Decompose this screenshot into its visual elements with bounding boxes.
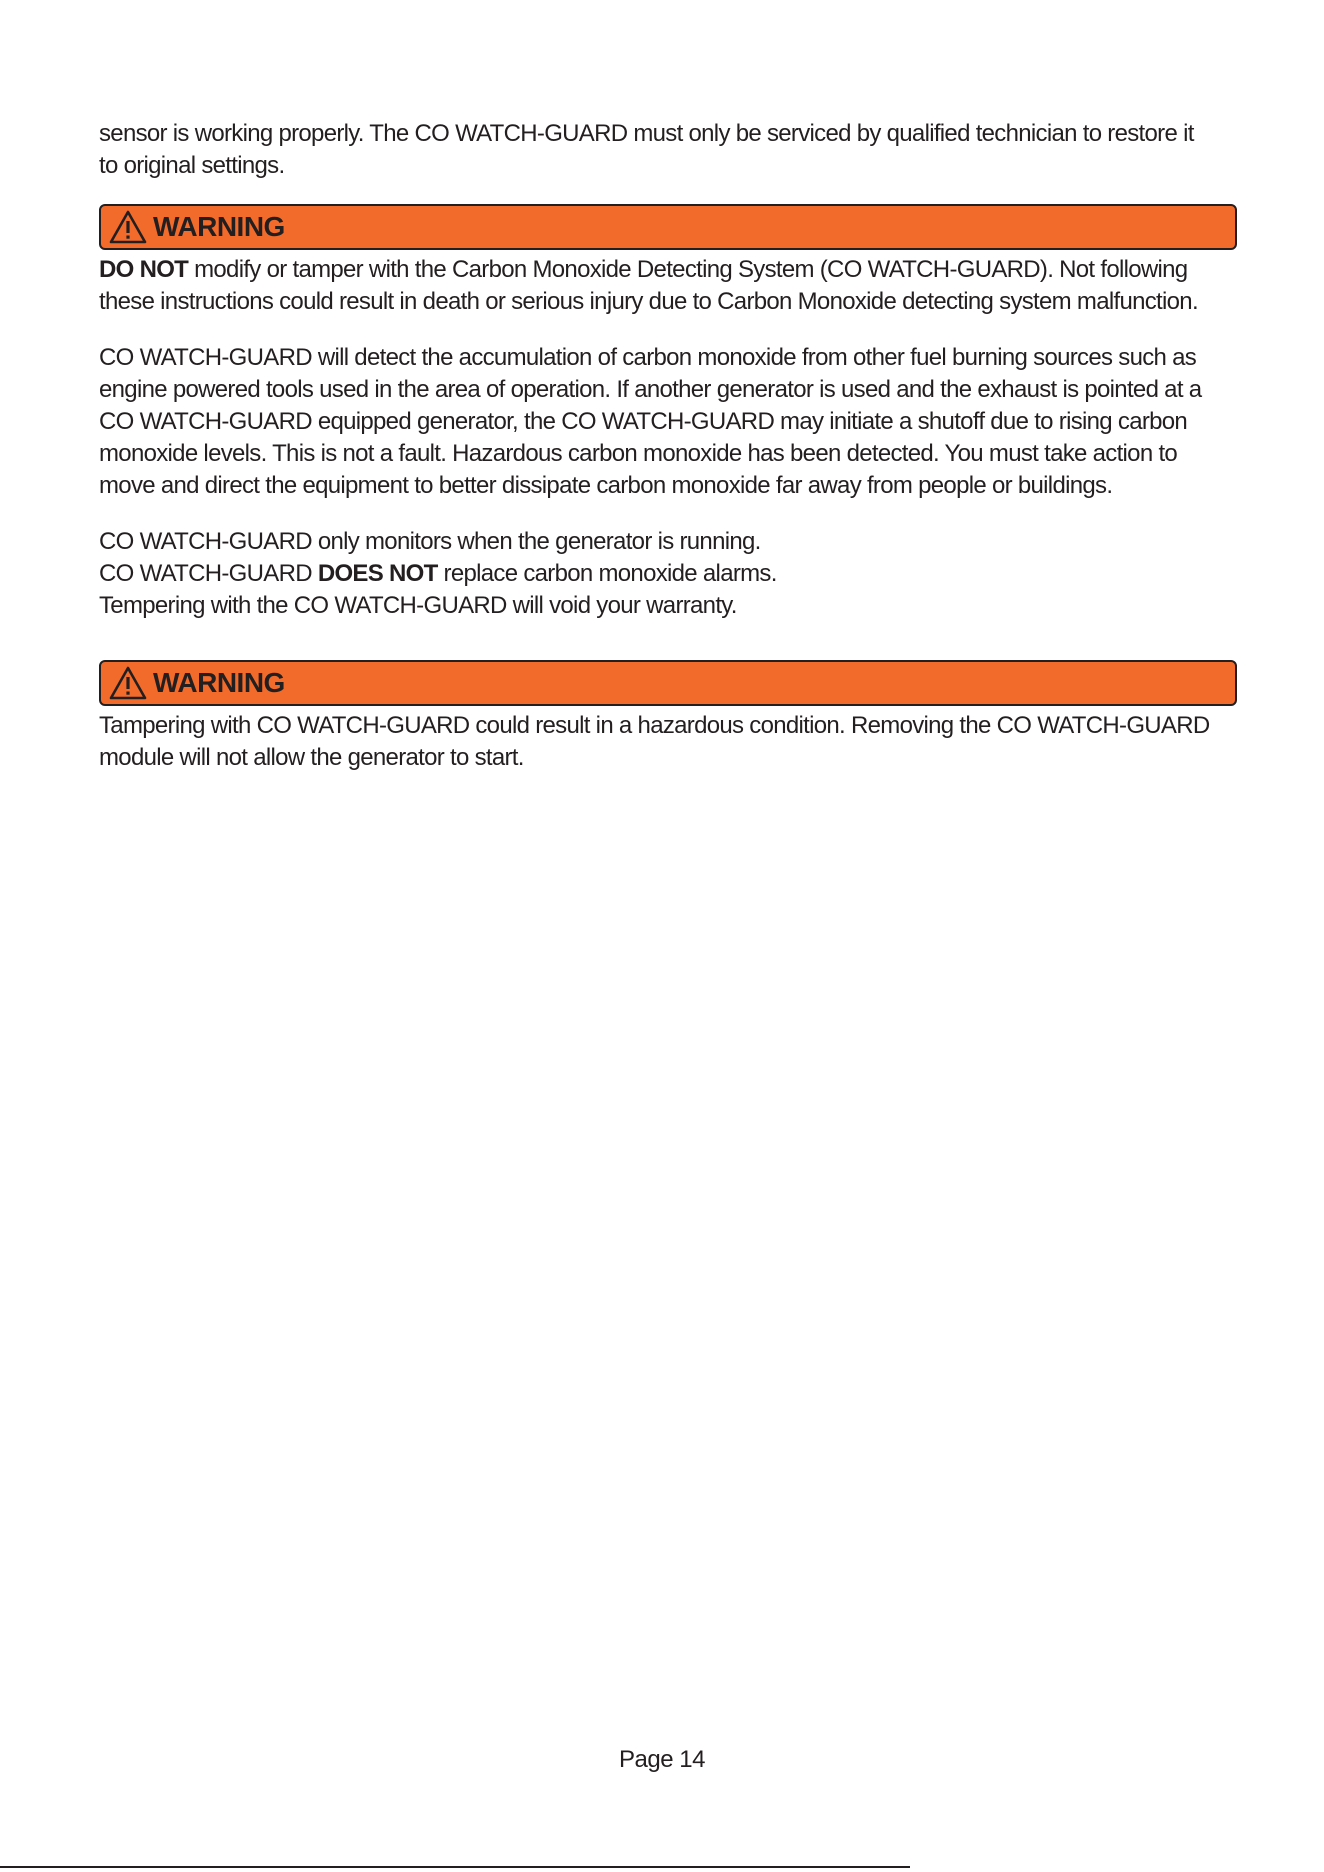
warning-2-line-1: Tampering with CO WATCH-GUARD could result in a hazardous condition. Removing the CO WATCH-GUARD	[99, 712, 1210, 739]
warning-1-line-2: these instructions could result in death or serious injury due to Carbon Monoxide detecting system malfunction.	[99, 288, 1198, 315]
warning-label: WARNING	[153, 211, 285, 242]
intro-line-1: sensor is working properly. The CO WATCH-GUARD must only be serviced by qualified technician to restore it	[99, 120, 1194, 147]
warning-label: WARNING	[153, 667, 285, 698]
do-not-emphasis: DO NOT	[99, 256, 189, 283]
accumulation-line-4: monoxide levels. This is not a fault. Hazardous carbon monoxide has been detected. You must take action to	[99, 440, 1178, 467]
notes-line-1: CO WATCH-GUARD only monitors when the generator is running.	[99, 528, 761, 555]
page-number: Page 14	[619, 1746, 705, 1773]
warning-banner-1	[99, 204, 1237, 250]
accumulation-line-5: move and direct the equipment to better dissipate carbon monoxide far away from people or buildings.	[99, 472, 1113, 499]
intro-line-2: to original settings.	[99, 152, 285, 179]
warning-1-line-1	[99, 254, 1239, 286]
accumulation-line-2: engine powered tools used in the area of operation. If another generator is used and the exhaust is pointed at a	[99, 376, 1202, 403]
accumulation-line-3: CO WATCH-GUARD equipped generator, the CO WATCH-GUARD may initiate a shutoff due to rising carbon	[99, 408, 1188, 435]
warning-triangle-icon	[109, 666, 147, 700]
notes-line-3: Tempering with the CO WATCH-GUARD will void your warranty.	[99, 592, 737, 619]
notes-line-2-end: replace carbon monoxide alarms.	[437, 560, 777, 587]
bottom-rule	[0, 1866, 910, 1868]
does-not-emphasis: DOES NOT	[317, 560, 438, 587]
warning-1-line-1-rest: modify or tamper with the Carbon Monoxide Detecting System (CO WATCH-GUARD). Not following	[188, 256, 1188, 283]
notes-line-2	[99, 558, 1239, 590]
page-content	[99, 118, 1239, 774]
accumulation-line-1: CO WATCH-GUARD will detect the accumulation of carbon monoxide from other fuel burning sources such as	[99, 344, 1197, 371]
warning-2-line-2: module will not allow the generator to start.	[99, 744, 524, 771]
warning-triangle-icon	[109, 210, 147, 244]
warning-banner-2	[99, 660, 1237, 706]
notes-line-2-start: CO WATCH-GUARD	[99, 560, 318, 587]
